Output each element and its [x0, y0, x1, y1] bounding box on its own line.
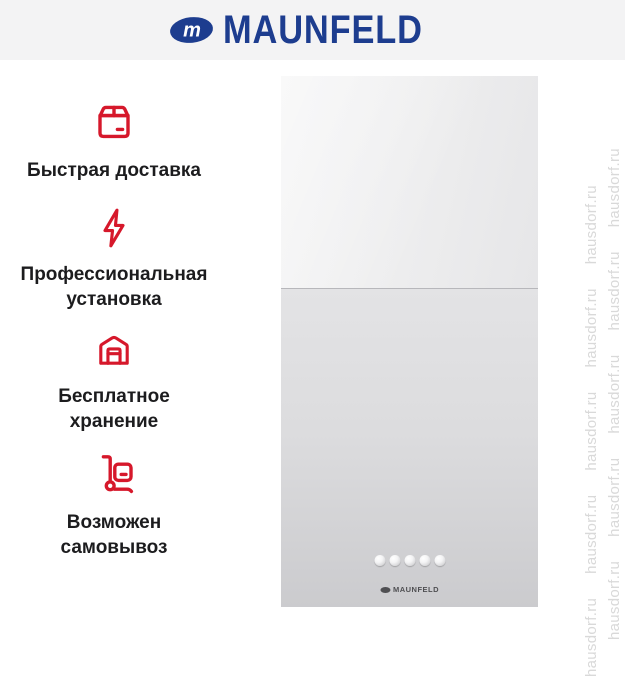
- maunfeld-logo: [169, 10, 455, 50]
- watermark-text: hausdorf.ru: [583, 288, 600, 368]
- watermark-text: hausdorf.ru: [606, 560, 623, 640]
- warehouse-icon: [92, 328, 136, 372]
- brand-header: [0, 0, 625, 60]
- brand-wordmark: MAUNFELD: [223, 8, 424, 52]
- benefit-label: Быстрая доставка: [27, 160, 201, 181]
- package-icon: [90, 98, 138, 146]
- hood-chimney-panel: [281, 76, 538, 288]
- benefit-label: Бесплатное хранение: [58, 386, 170, 432]
- watermark-text: hausdorf.ru: [583, 185, 600, 265]
- lightning-icon: [92, 206, 136, 250]
- hood-brand-label: MAUNFELD: [392, 585, 440, 594]
- hood-brand-logo: [380, 585, 439, 594]
- watermark-text: hausdorf.ru: [606, 148, 623, 228]
- watermark-column-right: [606, 124, 623, 640]
- benefit-label: Профессиональная установка: [20, 264, 208, 310]
- watermark-text: hausdorf.ru: [606, 457, 623, 537]
- maunfeld-emblem-icon: [169, 16, 214, 44]
- benefit-fast-delivery: [0, 98, 228, 184]
- hood-button: [374, 555, 385, 566]
- watermark-text: hausdorf.ru: [583, 597, 600, 677]
- benefits-list: [0, 60, 228, 625]
- benefit-self-pickup: [0, 450, 228, 560]
- benefit-free-storage: [0, 328, 228, 434]
- hand-truck-icon: [90, 450, 138, 498]
- maunfeld-emblem-icon: [380, 587, 390, 593]
- hood-button: [404, 555, 415, 566]
- watermark-text: hausdorf.ru: [583, 391, 600, 471]
- hood-button: [419, 555, 430, 566]
- watermark-text: hausdorf.ru: [583, 494, 600, 574]
- emblem-letter: m: [183, 19, 202, 42]
- benefit-label: Возможен самовывоз: [60, 512, 168, 558]
- watermark-column-left: [583, 161, 600, 677]
- hood-body-panel: [281, 288, 538, 607]
- watermark-text: hausdorf.ru: [606, 354, 623, 434]
- benefit-professional-installation: [0, 206, 228, 312]
- watermark-text: hausdorf.ru: [606, 251, 623, 331]
- hood-button: [434, 555, 445, 566]
- hood-control-buttons: [374, 555, 445, 566]
- product-image-kitchen-hood: [281, 76, 538, 607]
- hood-button: [389, 555, 400, 566]
